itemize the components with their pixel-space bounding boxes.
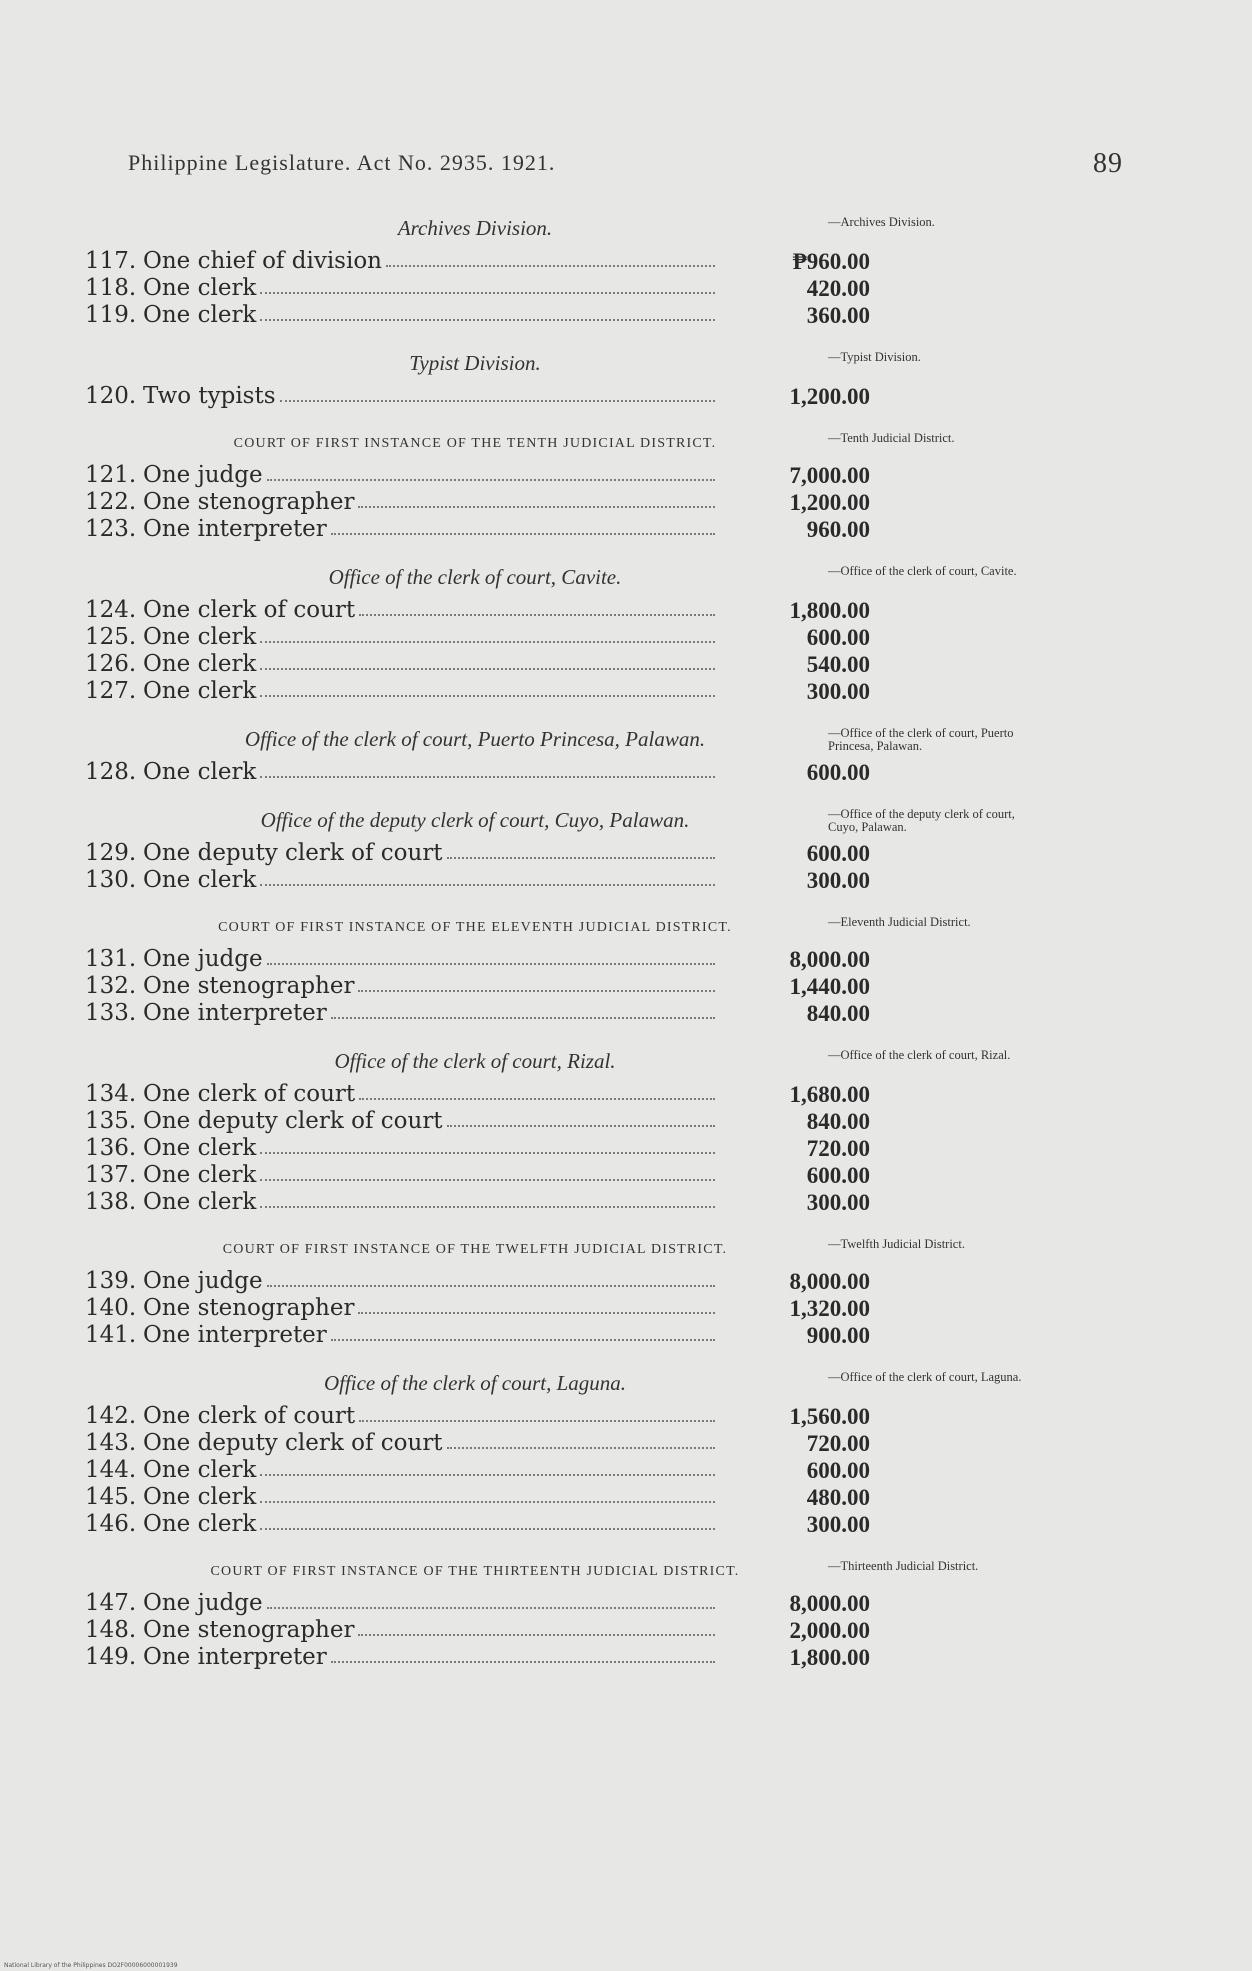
item-amount: 1,680.00 bbox=[789, 1082, 870, 1107]
dot-leader bbox=[260, 668, 715, 670]
line-item bbox=[85, 651, 870, 678]
item-label: One clerk of court bbox=[143, 1403, 356, 1429]
line-item bbox=[85, 624, 870, 651]
line-item bbox=[85, 302, 870, 329]
dot-leader bbox=[267, 479, 715, 481]
item-amount: 1,800.00 bbox=[789, 598, 870, 623]
item-amount: 720.00 bbox=[806, 1136, 870, 1161]
dot-leader bbox=[358, 506, 715, 508]
item-label: One clerk bbox=[143, 867, 257, 893]
item-number: 132. bbox=[85, 973, 137, 999]
dot-leader bbox=[331, 1017, 715, 1019]
item-label: One judge bbox=[143, 946, 263, 972]
item-label: One judge bbox=[143, 462, 263, 488]
item-number: 122. bbox=[85, 489, 137, 515]
item-label: One clerk bbox=[143, 759, 257, 785]
item-number: 126. bbox=[85, 651, 137, 677]
item-number: 148. bbox=[85, 1617, 137, 1643]
line-item bbox=[85, 1081, 870, 1108]
item-number: 147. bbox=[85, 1590, 137, 1616]
line-item bbox=[85, 516, 870, 543]
dot-leader bbox=[358, 990, 715, 992]
section-heading: Office of the clerk of court, Puerto Princesa, Palawan. bbox=[244, 727, 706, 751]
line-item bbox=[85, 1430, 870, 1457]
item-label: One clerk bbox=[143, 275, 257, 301]
line-item bbox=[85, 383, 870, 410]
item-amount: 360.00 bbox=[806, 303, 870, 328]
item-number: 142. bbox=[85, 1403, 137, 1429]
dot-leader bbox=[260, 292, 715, 294]
item-number: 124. bbox=[85, 597, 137, 623]
item-label: One interpreter bbox=[143, 1000, 327, 1026]
section-heading: COURT OF FIRST INSTANCE OF THE TENTH JUDICIAL DISTRICT. bbox=[233, 436, 717, 451]
item-number: 144. bbox=[85, 1457, 137, 1483]
item-amount: 1,440.00 bbox=[789, 974, 870, 999]
dot-leader bbox=[260, 695, 715, 697]
item-label: One clerk of court bbox=[143, 1081, 356, 1107]
section-block bbox=[85, 424, 870, 543]
section-heading: Typist Division. bbox=[409, 351, 541, 375]
line-item bbox=[85, 1000, 870, 1027]
item-label: One deputy clerk of court bbox=[143, 840, 443, 866]
item-amount: 7,000.00 bbox=[789, 463, 870, 488]
appropriations-list bbox=[85, 208, 870, 1685]
line-item bbox=[85, 678, 870, 705]
dot-leader bbox=[331, 1661, 715, 1663]
item-amount: 600.00 bbox=[806, 625, 870, 650]
item-label: One judge bbox=[143, 1590, 263, 1616]
item-amount: 1,200.00 bbox=[789, 490, 870, 515]
line-item bbox=[85, 1617, 870, 1644]
item-number: 129. bbox=[85, 840, 137, 866]
section-heading: Office of the deputy clerk of court, Cuyo, Palawan. bbox=[260, 808, 690, 832]
item-number: 143. bbox=[85, 1430, 137, 1456]
item-label: One clerk bbox=[143, 1457, 257, 1483]
item-number: 135. bbox=[85, 1108, 137, 1134]
item-number: 149. bbox=[85, 1644, 137, 1670]
section-block bbox=[85, 1041, 870, 1216]
item-amount: 600.00 bbox=[806, 841, 870, 866]
item-amount: 420.00 bbox=[806, 276, 870, 301]
item-number: 131. bbox=[85, 946, 137, 972]
item-label: One judge bbox=[143, 1268, 263, 1294]
dot-leader bbox=[260, 1474, 715, 1476]
line-item bbox=[85, 973, 870, 1000]
dot-leader bbox=[359, 1420, 715, 1422]
line-item bbox=[85, 1590, 870, 1617]
page-header bbox=[128, 148, 1128, 179]
item-label: One interpreter bbox=[143, 516, 327, 542]
item-label: One stenographer bbox=[143, 973, 355, 999]
margin-note: —Office of the clerk of court, Rizal. bbox=[828, 1048, 1011, 1062]
section-block bbox=[85, 557, 870, 705]
item-label: One clerk bbox=[143, 1484, 257, 1510]
margin-note: —Twelfth Judicial District. bbox=[828, 1237, 965, 1251]
item-amount: 300.00 bbox=[806, 868, 870, 893]
dot-leader bbox=[260, 1528, 715, 1530]
margin-note: —Office of the clerk of court, Laguna. bbox=[828, 1370, 1022, 1384]
line-item bbox=[85, 1268, 870, 1295]
item-amount: 8,000.00 bbox=[789, 1269, 870, 1294]
item-amount: 600.00 bbox=[806, 1458, 870, 1483]
item-label: One interpreter bbox=[143, 1322, 327, 1348]
margin-note: —Office of the clerk of court, Cavite. bbox=[828, 564, 1017, 578]
item-number: 127. bbox=[85, 678, 137, 704]
item-number: 117. bbox=[85, 248, 137, 274]
line-item bbox=[85, 1484, 870, 1511]
item-amount: 1,560.00 bbox=[789, 1404, 870, 1429]
dot-leader bbox=[358, 1312, 715, 1314]
dot-leader bbox=[260, 884, 715, 886]
item-label: One clerk bbox=[143, 302, 257, 328]
item-label: Two typists bbox=[143, 383, 276, 409]
margin-note: —Office of the clerk of court, Puerto Princesa, Palawan. bbox=[828, 726, 1014, 753]
item-amount: 840.00 bbox=[806, 1109, 870, 1134]
dot-leader bbox=[331, 1339, 715, 1341]
item-number: 119. bbox=[85, 302, 137, 328]
section-heading: COURT OF FIRST INSTANCE OF THE THIRTEENTH JUDICIAL DISTRICT. bbox=[210, 1564, 740, 1579]
margin-note: —Archives Division. bbox=[828, 215, 935, 229]
margin-note: —Typist Division. bbox=[828, 350, 921, 364]
item-amount: 8,000.00 bbox=[789, 1591, 870, 1616]
item-number: 118. bbox=[85, 275, 137, 301]
dot-leader bbox=[260, 1152, 715, 1154]
item-amount: 900.00 bbox=[806, 1323, 870, 1348]
scan-footer: National Library of the Philippines DO2F00006000001939 bbox=[4, 1962, 178, 1969]
item-amount: 300.00 bbox=[806, 1190, 870, 1215]
dot-leader bbox=[267, 1607, 715, 1609]
section-heading: COURT OF FIRST INSTANCE OF THE ELEVENTH JUDICIAL DISTRICT. bbox=[218, 920, 732, 935]
item-number: 130. bbox=[85, 867, 137, 893]
line-item bbox=[85, 597, 870, 624]
section-block bbox=[85, 908, 870, 1027]
item-number: 133. bbox=[85, 1000, 137, 1026]
item-number: 140. bbox=[85, 1295, 137, 1321]
line-item bbox=[85, 1457, 870, 1484]
margin-note: —Eleventh Judicial District. bbox=[828, 915, 971, 929]
line-item bbox=[85, 1644, 870, 1671]
line-item bbox=[85, 1511, 870, 1538]
line-item bbox=[85, 1295, 870, 1322]
dot-leader bbox=[280, 400, 715, 402]
item-number: 134. bbox=[85, 1081, 137, 1107]
item-label: One deputy clerk of court bbox=[143, 1108, 443, 1134]
margin-note: —Tenth Judicial District. bbox=[828, 431, 955, 445]
section-heading: Office of the clerk of court, Rizal. bbox=[334, 1049, 616, 1073]
dot-leader bbox=[447, 857, 715, 859]
line-item bbox=[85, 462, 870, 489]
item-number: 128. bbox=[85, 759, 137, 785]
item-amount: ₱960.00 bbox=[792, 249, 870, 274]
line-item bbox=[85, 1108, 870, 1135]
dot-leader bbox=[260, 1501, 715, 1503]
line-item bbox=[85, 248, 870, 275]
dot-leader bbox=[447, 1447, 715, 1449]
item-amount: 960.00 bbox=[806, 517, 870, 542]
section-block bbox=[85, 1363, 870, 1538]
section-heading: Office of the clerk of court, Laguna. bbox=[323, 1371, 627, 1395]
item-amount: 480.00 bbox=[806, 1485, 870, 1510]
item-label: One stenographer bbox=[143, 1295, 355, 1321]
item-amount: 720.00 bbox=[806, 1431, 870, 1456]
item-number: 141. bbox=[85, 1322, 137, 1348]
item-amount: 600.00 bbox=[806, 1163, 870, 1188]
item-amount: 300.00 bbox=[806, 679, 870, 704]
item-label: One clerk bbox=[143, 624, 257, 650]
item-label: One chief of division bbox=[143, 248, 382, 274]
item-label: One clerk bbox=[143, 1135, 257, 1161]
dot-leader bbox=[331, 533, 715, 535]
dot-leader bbox=[260, 1179, 715, 1181]
line-item bbox=[85, 1403, 870, 1430]
running-title: Philippine Legislature. Act No. 2935. 1921. bbox=[128, 150, 556, 175]
item-label: One clerk bbox=[143, 1162, 257, 1188]
item-amount: 1,200.00 bbox=[789, 384, 870, 409]
item-number: 120. bbox=[85, 383, 137, 409]
item-number: 139. bbox=[85, 1268, 137, 1294]
section-block bbox=[85, 343, 870, 410]
line-item bbox=[85, 867, 870, 894]
item-amount: 2,000.00 bbox=[789, 1618, 870, 1643]
dot-leader bbox=[260, 319, 715, 321]
line-item bbox=[85, 489, 870, 516]
item-number: 146. bbox=[85, 1511, 137, 1537]
dot-leader bbox=[359, 1098, 715, 1100]
dot-leader bbox=[260, 776, 715, 778]
section-block bbox=[85, 800, 870, 894]
section-block bbox=[85, 208, 870, 329]
item-number: 145. bbox=[85, 1484, 137, 1510]
line-item bbox=[85, 1322, 870, 1349]
line-item bbox=[85, 759, 870, 786]
item-number: 121. bbox=[85, 462, 137, 488]
item-amount: 840.00 bbox=[806, 1001, 870, 1026]
item-label: One stenographer bbox=[143, 1617, 355, 1643]
margin-note: —Thirteenth Judicial District. bbox=[828, 1559, 979, 1573]
dot-leader bbox=[359, 614, 715, 616]
section-heading: COURT OF FIRST INSTANCE OF THE TWELFTH JUDICIAL DISTRICT. bbox=[222, 1242, 728, 1257]
item-label: One deputy clerk of court bbox=[143, 1430, 443, 1456]
line-item bbox=[85, 946, 870, 973]
section-block bbox=[85, 719, 870, 786]
section-heading: Archives Division. bbox=[397, 216, 553, 240]
dot-leader bbox=[267, 1285, 715, 1287]
item-label: One stenographer bbox=[143, 489, 355, 515]
item-number: 123. bbox=[85, 516, 137, 542]
item-amount: 540.00 bbox=[806, 652, 870, 677]
section-heading: Office of the clerk of court, Cavite. bbox=[328, 565, 622, 589]
section-block bbox=[85, 1230, 870, 1349]
item-amount: 1,320.00 bbox=[789, 1296, 870, 1321]
line-item bbox=[85, 1189, 870, 1216]
dot-leader bbox=[260, 1206, 715, 1208]
item-amount: 1,800.00 bbox=[789, 1645, 870, 1670]
margin-note: —Office of the deputy clerk of court, Cuyo, Palawan. bbox=[828, 807, 1015, 834]
dot-leader bbox=[358, 1634, 715, 1636]
item-amount: 600.00 bbox=[806, 760, 870, 785]
item-label: One clerk bbox=[143, 1189, 257, 1215]
item-amount: 8,000.00 bbox=[789, 947, 870, 972]
dot-leader bbox=[260, 641, 715, 643]
item-label: One clerk bbox=[143, 651, 257, 677]
item-number: 137. bbox=[85, 1162, 137, 1188]
dot-leader bbox=[447, 1125, 715, 1127]
dot-leader bbox=[386, 265, 715, 267]
item-number: 138. bbox=[85, 1189, 137, 1215]
line-item bbox=[85, 1135, 870, 1162]
section-block bbox=[85, 1552, 870, 1671]
item-number: 136. bbox=[85, 1135, 137, 1161]
item-amount: 300.00 bbox=[806, 1512, 870, 1537]
line-item bbox=[85, 1162, 870, 1189]
line-item bbox=[85, 840, 870, 867]
line-item bbox=[85, 275, 870, 302]
page-number: 89 bbox=[1093, 148, 1123, 179]
item-label: One clerk bbox=[143, 1511, 257, 1537]
item-label: One clerk bbox=[143, 678, 257, 704]
item-label: One interpreter bbox=[143, 1644, 327, 1670]
item-number: 125. bbox=[85, 624, 137, 650]
dot-leader bbox=[267, 963, 715, 965]
item-label: One clerk of court bbox=[143, 597, 356, 623]
